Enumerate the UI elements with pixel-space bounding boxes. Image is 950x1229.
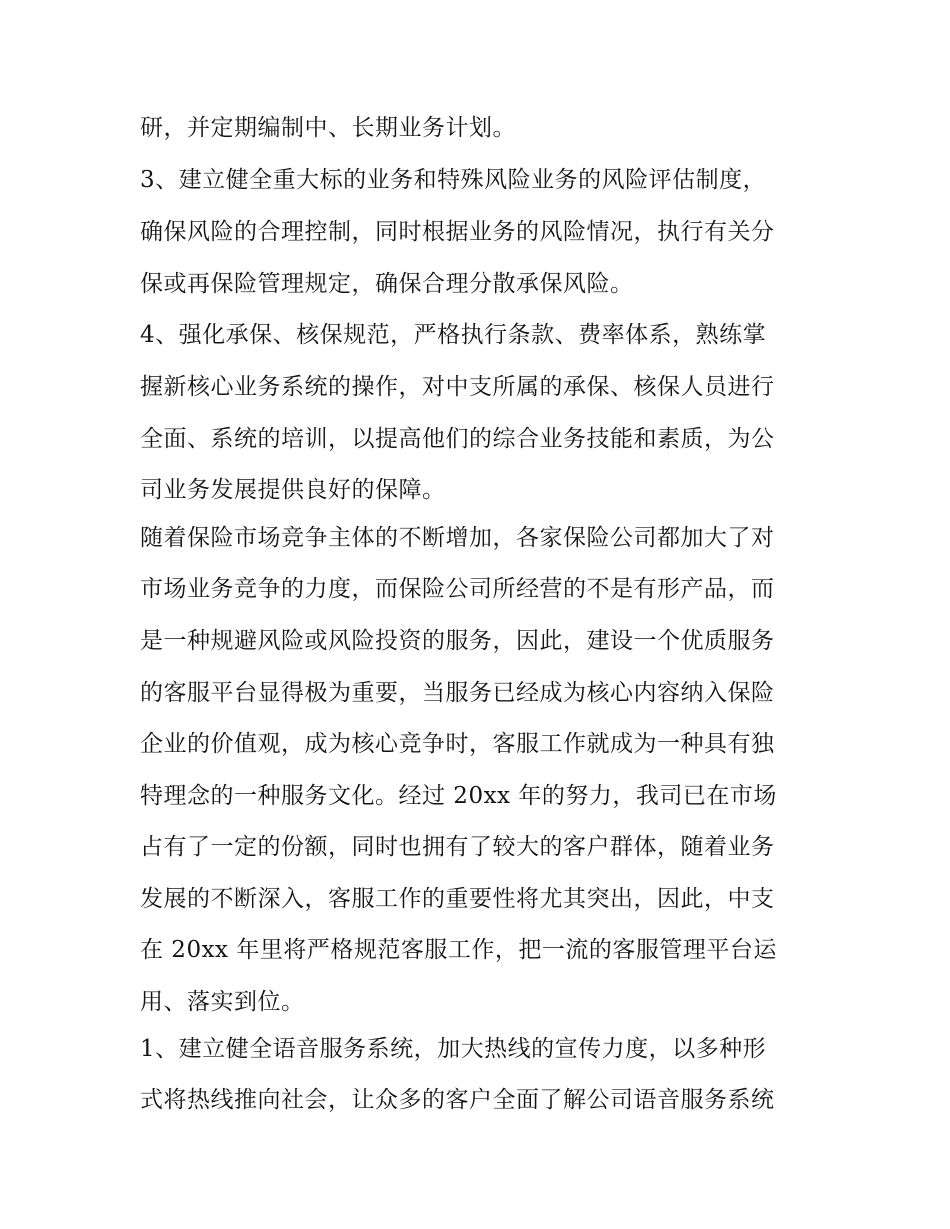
- paragraph-line: 随着保险市场竞争主体的不断增加，各家保险公司都加大了对: [140, 525, 775, 551]
- paragraph-line: 是一种规避风险或风险投资的服务，因此，建设一个优质服务: [140, 628, 775, 654]
- paragraph-line: 确保风险的合理控制，同时根据业务的风险情况，执行有关分: [140, 219, 775, 245]
- paragraph-line: 保或再保险管理规定，确保合理分散承保风险。: [140, 271, 634, 297]
- paragraph-line: 研，并定期编制中、长期业务计划。: [140, 115, 516, 141]
- paragraph-line: 发展的不断深入，客服工作的重要性将尤其突出，因此，中支: [140, 886, 775, 912]
- paragraph-line: 1、建立健全语音服务系统，加大热线的宣传力度，以多种形: [140, 1036, 767, 1062]
- paragraph-line: 握新核心业务系统的操作，对中支所属的承保、核保人员进行: [140, 374, 775, 400]
- paragraph-line: 4、强化承保、核保规范，严格执行条款、费率体系，熟练掌: [140, 322, 767, 348]
- paragraph-line: 占有了一定的份额，同时也拥有了较大的客户群体，随着业务: [140, 834, 775, 860]
- paragraph-line: 式将热线推向社会，让众多的客户全面了解公司语音服务系统: [140, 1087, 775, 1113]
- paragraph-line: 在 20xx 年里将严格规范客服工作，把一流的客服管理平台运: [140, 937, 777, 963]
- paragraph-line: 司业务发展提供良好的保障。: [140, 477, 446, 503]
- paragraph-line: 市场业务竞争的力度，而保险公司所经营的不是有形产品，而: [140, 576, 775, 602]
- paragraph-line: 企业的价值观，成为核心竞争时，客服工作就成为一种具有独: [140, 731, 775, 757]
- paragraph-line: 的客服平台显得极为重要，当服务已经成为核心内容纳入保险: [140, 680, 775, 706]
- paragraph-line: 全面、系统的培训，以提高他们的综合业务技能和素质，为公: [140, 426, 775, 452]
- paragraph-line: 特理念的一种服务文化。经过 20xx 年的努力，我司已在市场: [140, 783, 777, 809]
- paragraph-line: 用、落实到位。: [140, 989, 305, 1015]
- paragraph-line: 3、建立健全重大标的业务和特殊风险业务的风险评估制度，: [140, 167, 767, 193]
